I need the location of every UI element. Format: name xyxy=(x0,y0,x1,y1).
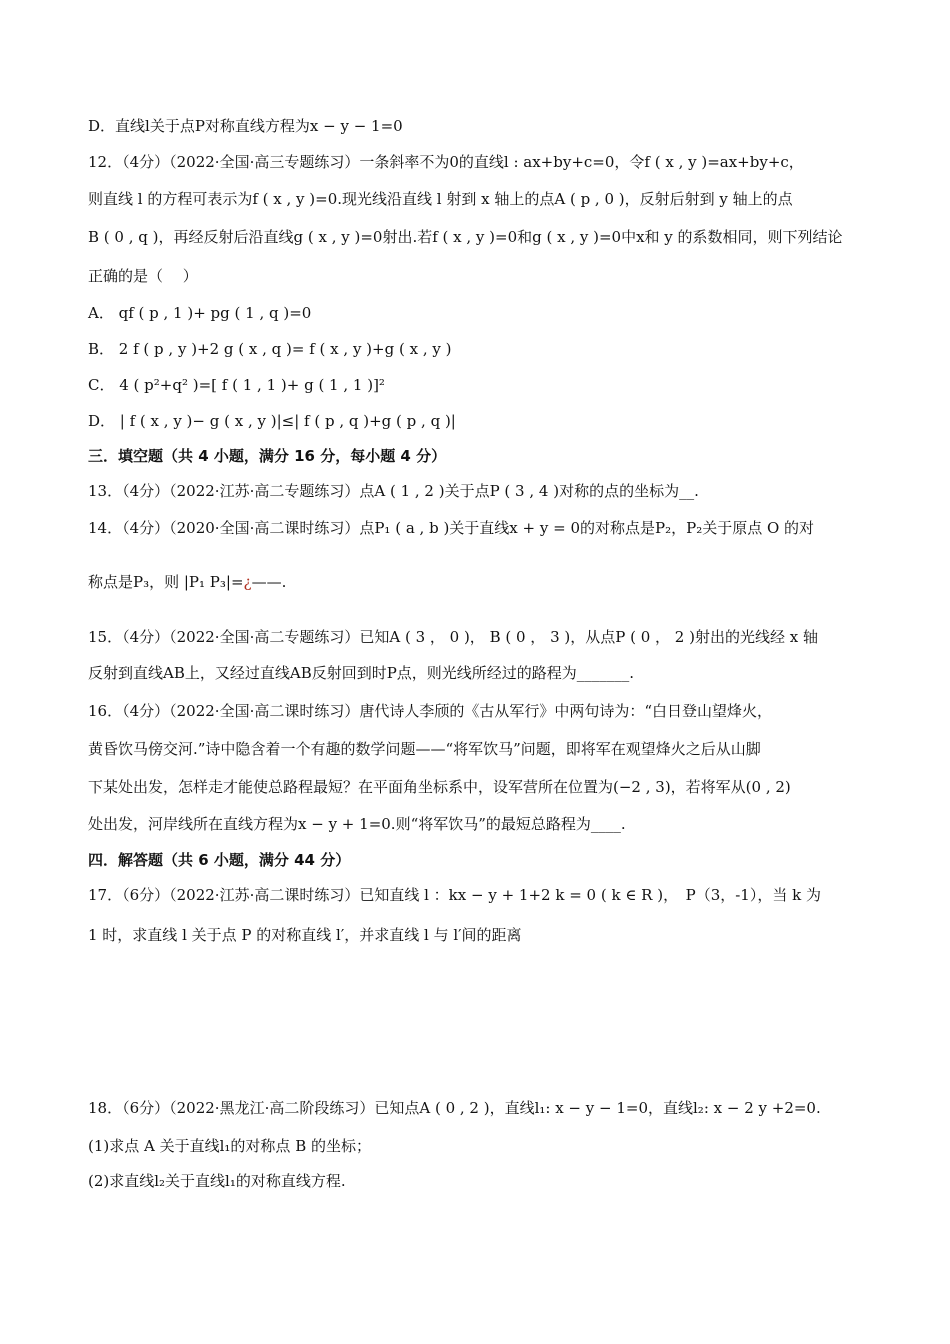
question-14-blank: ——. xyxy=(251,573,287,591)
section-3-heading: 三．填空题（共 4 小题，满分 16 分，每小题 4 分） xyxy=(88,447,447,465)
question-16-line-1: 16．（4分）（2022·全国·高二课时练习）唐代诗人李颀的《古从军行》中两句诗为：“白日登山望烽火， xyxy=(88,702,773,720)
question-16-line-4: 处出发，河岸线所在直线方程为x − y + 1=0.则“将军饮马”的最短总路程为____. xyxy=(88,815,626,833)
question-18-part-1: (1)求点 A 关于直线l₁的对称点 B 的坐标； xyxy=(88,1137,371,1155)
question-12-option-c: C． 4 ( p²+q² )=[ f ( 1 , 1 )+ g ( 1 , 1 )]² xyxy=(88,376,385,394)
question-17-line-1: 17．（6分）（2022·江苏·高二课时练习）已知直线 l ：kx − y + 1+2 k = 0 ( k ∈ R )， P（3，-1），当 k 为 xyxy=(88,886,821,904)
question-15-line-1: 15．（4分）（2022·全国·高二专题练习）已知A ( 3 ， 0 )， B ( 0 ， 3 )，从点P ( 0 ， 2 )射出的光线经 x 轴 xyxy=(88,628,818,646)
section-4-heading: 四．解答题（共 6 小题，满分 44 分） xyxy=(88,851,351,869)
question-15-line-2: 反射到直线AB上，又经过直线AB反射回到时P点，则光线所经过的路程为_______. xyxy=(88,664,635,682)
question-16-line-3: 下某处出发，怎样走才能使总路程最短？在平面角坐标系中，设军营所在位置为(−2 , 3)，若将军从(0 , 2) xyxy=(88,778,791,796)
option-d-11: D．直线l关于点P对称直线方程为x − y − 1=0 xyxy=(88,117,403,135)
question-14-glyph: ¿ xyxy=(243,573,252,591)
question-12-line-1: 12．（4分）（2022·全国·高三专题练习）一条斜率不为0的直线l : ax+by+c=0，令f ( x , y )=ax+by+c， xyxy=(88,153,804,171)
question-12-option-d: D． | f ( x , y )− g ( x , y )|≤| f ( p , q )+g ( p , q )| xyxy=(88,412,456,430)
question-17-line-2: 1 时，求直线 l 关于点 P 的对称直线 l′，并求直线 l 与 l′间的距离 xyxy=(88,926,522,944)
question-12-line-4: 正确的是（ ） xyxy=(88,267,198,285)
question-18-part-2: (2)求直线l₂关于直线l₁的对称直线方程. xyxy=(88,1172,346,1190)
question-12-line-2: 则直线 l 的方程可表示为f ( x , y )=0.现光线沿直线 l 射到 x 轴上的点A ( p , 0 )，反射后射到 y 轴上的点 xyxy=(88,190,793,208)
question-12-option-a: A． qf ( p , 1 )+ pg ( 1 , q )=0 xyxy=(88,304,312,322)
question-16-line-2: 黄昏饮马傍交河.”诗中隐含着一个有趣的数学问题——“将军饮马”问题，即将军在观望烽火之后从山脚 xyxy=(88,740,761,758)
question-18-line-1: 18．（6分）（2022·黑龙江·高二阶段练习）已知点A ( 0 , 2 )，直线l₁: x − y − 1=0，直线l₂: x − 2 y +2=0. xyxy=(88,1099,821,1117)
question-14-line-1: 14．（4分）（2020·全国·高二课时练习）点P₁ ( a , b )关于直线x + y = 0的对称点是P₂，P₂关于原点 O 的对 xyxy=(88,519,815,537)
question-12-option-b: B． 2 f ( p , y )+2 g ( x , q )= f ( x , y )+g ( x , y ) xyxy=(88,340,452,358)
question-13: 13．（4分）（2022·江苏·高二专题练习）点A ( 1 , 2 )关于点P ( 3 , 4 )对称的点的坐标为__. xyxy=(88,482,699,500)
question-14-line-2 xyxy=(88,571,868,593)
question-14-text: 称点是P₃，则 |P₁ P₃|= xyxy=(88,573,244,591)
question-12-line-3: B ( 0 , q )，再经反射后沿直线g ( x , y )=0射出.若f ( x , y )=0和g ( x , y )=0中x和 y 的系数相同，则下列结论 xyxy=(88,228,843,246)
